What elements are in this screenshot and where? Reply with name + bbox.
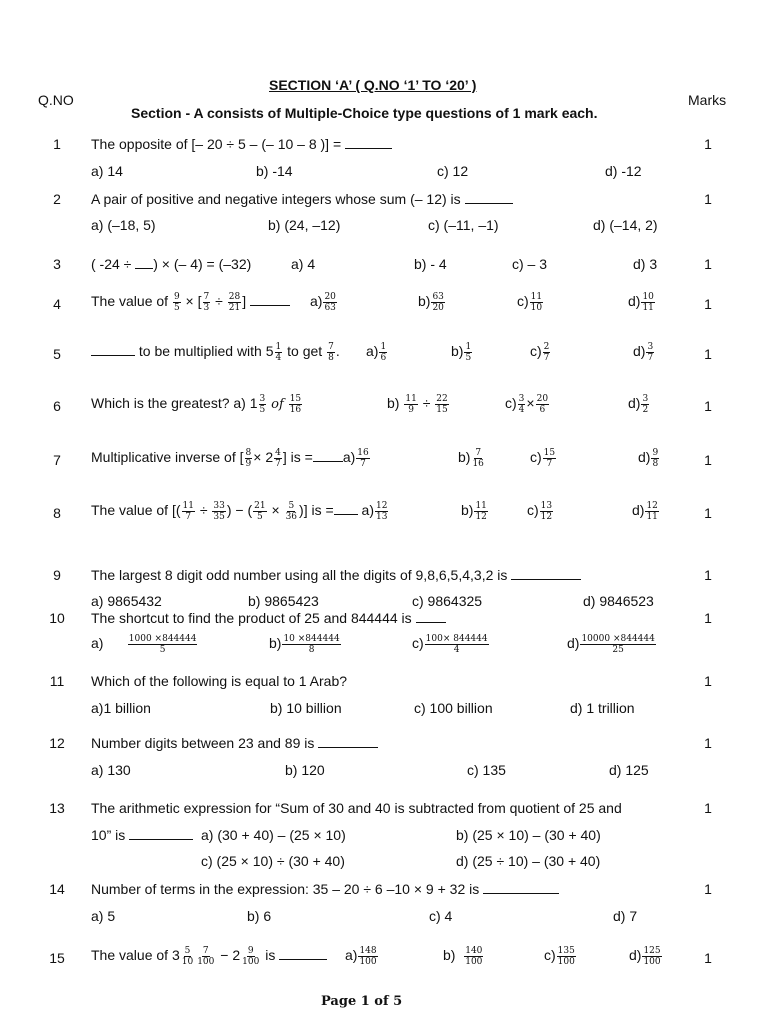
question-number: 7: [53, 452, 61, 468]
question-text: Which of the following is equal to 1 Arab?: [91, 673, 348, 689]
option-d: d) $\frac{3}{7}$: [633, 342, 654, 363]
question-text: The shortcut to find the product of 25 and 844444 is: [91, 610, 446, 626]
option-d: d) 3: [633, 256, 658, 272]
question-number: 6: [53, 398, 61, 414]
option-d: d) (–14, 2): [593, 217, 658, 233]
question-mark: 1: [704, 296, 712, 312]
option-c: c) $\frac{15}{7}$: [530, 448, 556, 469]
question-mark: 1: [704, 567, 712, 583]
fraction: $\frac{28}{21}$: [228, 292, 241, 313]
option-a: a) $\frac{1}{6}$: [366, 342, 387, 363]
section-subtitle: Section - A consists of Multiple-Choice type questions of 1 mark each.: [131, 105, 598, 121]
question-number: 14: [49, 881, 65, 897]
option-d: d) 7: [613, 908, 638, 924]
question-text: Number of terms in the expression: 35 – 20 ÷ 6 –10 × 9 + 32 is: [91, 881, 559, 897]
question-number: 2: [53, 191, 61, 207]
question-text: Multiplicative inverse of [ $\frac{8}{9}$ × 2 $\frac{4}{7}$ ] is = a) $\frac{16}{7}$: [91, 448, 369, 469]
question-number: 15: [49, 950, 65, 966]
question-mark: 1: [704, 191, 712, 207]
fraction: $\frac{9}{5}$: [173, 292, 180, 313]
option-a: a) $\frac{20}{63}$: [310, 292, 336, 313]
option-a: a)1 billion: [91, 700, 151, 716]
option-c: c) $\frac{2}{7}$: [530, 342, 550, 363]
option-c: c) 4: [429, 908, 453, 924]
option-b: b) 6: [247, 908, 272, 924]
option-d: d) (25 ÷ 10) – (30 + 40): [456, 853, 601, 869]
option-c: c) $\frac{135}{100}$: [544, 946, 575, 967]
question-number: 9: [53, 567, 61, 583]
option-b: b) 9865423: [248, 593, 319, 609]
option-c: c) $\frac{3}{4}$ × $\frac{20}{6}$: [505, 394, 549, 415]
option-a: a) 9865432: [91, 593, 162, 609]
option-a: a) 5: [91, 908, 116, 924]
question-text: A pair of positive and negative integers whose sum (– 12) is: [91, 191, 513, 207]
question-mark: 1: [704, 881, 712, 897]
option-c: c) $\frac{100\times 844444}{4}$: [412, 634, 488, 655]
question-number: 11: [49, 673, 65, 689]
option-b: b) $\frac{140}{100}$: [443, 946, 483, 967]
option-d: d) 125: [609, 762, 649, 778]
question-mark: 1: [704, 346, 712, 362]
option-b: b) (25 × 10) – (30 + 40): [456, 827, 601, 843]
question-number: 8: [53, 505, 61, 521]
question-number: 12: [49, 735, 65, 751]
question-text: Which is the greatest? a) 1 $\frac{3}{5}$ of $\frac{15}{16}$: [91, 394, 302, 415]
option-b: b) 10 billion: [270, 700, 342, 716]
option-b: b) (24, –12): [268, 217, 341, 233]
section-title: SECTION ‘A’ ( Q.NO ‘1’ TO ‘20’ ): [269, 77, 477, 93]
option-b: b) $\frac{63}{20}$: [418, 292, 444, 313]
question-text: The largest 8 digit odd number using all the digits of 9,8,6,5,4,3,2 is: [91, 567, 581, 583]
option-c: c) (25 × 10) ÷ (30 + 40): [201, 853, 345, 869]
option-a: a) 14: [91, 163, 123, 179]
option-a: a) (30 + 40) – (25 × 10): [201, 827, 346, 843]
question-text-line2: 10” is: [91, 827, 193, 843]
option-d: d) $\frac{125}{100}$: [629, 946, 661, 967]
option-a: a) $\frac{148}{100}$: [345, 946, 377, 967]
option-c: c) 135: [467, 762, 506, 778]
question-number: 1: [53, 136, 61, 152]
option-c: c) $\frac{13}{12}$: [527, 501, 553, 522]
question-number: 10: [49, 610, 65, 626]
question-text: Number digits between 23 and 89 is: [91, 735, 378, 751]
option-a: a) (–18, 5): [91, 217, 156, 233]
option-c: c) 12: [437, 163, 469, 179]
option-d: d) $\frac{9}{8}$: [638, 448, 659, 469]
option-c: c) 9864325: [412, 593, 483, 609]
page-number: Page 1 of 5: [321, 994, 403, 1009]
option-d: d) 9846523: [583, 593, 654, 609]
question-text: The value of 3 $\frac{5}{10}$ $\frac{7}{100}$ − 2 $\frac{9}{100}$ is: [91, 946, 327, 967]
option-c: c) (–11, –1): [428, 217, 499, 233]
option-a: a) 130: [91, 762, 131, 778]
question-mark: 1: [704, 610, 712, 626]
option-d: d) 1 trillion: [570, 700, 635, 716]
question-mark: 1: [704, 800, 712, 816]
question-text: to be multiplied with 5 $\frac{1}{4}$ to get $\frac{7}{8}$ .: [91, 342, 340, 363]
question-mark: 1: [704, 256, 712, 272]
option-b: b) -14: [256, 163, 293, 179]
question-mark: 1: [704, 505, 712, 521]
qno-column-label: Q.NO: [38, 92, 74, 108]
question-text: The arithmetic expression for “Sum of 30 and 40 is subtracted from quotient of 25 and: [91, 800, 622, 816]
question-text: The value of $\frac{9}{5}$ × [ $\frac{7}{3}$ ÷ $\frac{28}{21}$ ]: [91, 292, 290, 313]
question-text: The opposite of [– 20 ÷ 5 – (– 10 – 8 )] =: [91, 136, 392, 152]
question-number: 5: [53, 346, 61, 362]
question-mark: 1: [704, 735, 712, 751]
question-number: 13: [49, 800, 65, 816]
option-d: d) $\frac{10000 \times 844444}{25}$: [567, 634, 655, 655]
question-text: The value of [( $\frac{11}{7}$ ÷ $\frac{33}{35}$ ) − ( $\frac{21}{5}$ × $\frac{5}{36}$ )] is = a) $\frac{12}{13}$: [91, 501, 388, 522]
option-a: a) 4: [291, 256, 316, 272]
option-d: d) -12: [605, 163, 642, 179]
option-b: b) $\frac{7}{16}$: [458, 448, 484, 469]
option-b: b) $\frac{1}{5}$: [451, 342, 472, 363]
option-d: d) $\frac{10}{11}$: [628, 292, 654, 313]
option-d: d) $\frac{3}{2}$: [628, 394, 649, 415]
option-d: d) $\frac{12}{11}$: [632, 501, 658, 522]
option-b: b) - 4: [414, 256, 447, 272]
question-mark: 1: [704, 136, 712, 152]
option-b: b) $\frac{10 \times 844444}{8}$: [269, 634, 340, 655]
question-number: 4: [53, 296, 61, 312]
marks-column-label: Marks: [688, 92, 727, 108]
question-mark: 1: [704, 950, 712, 966]
option-c: c) – 3: [512, 256, 548, 272]
option-b: b) $\frac{11}{9}$ ÷ $\frac{22}{15}$: [387, 394, 448, 415]
question-mark: 1: [704, 452, 712, 468]
question-mark: 1: [704, 673, 712, 689]
fraction: $\frac{7}{3}$: [203, 292, 210, 313]
question-mark: 1: [704, 398, 712, 414]
option-b: b) $\frac{11}{12}$: [461, 501, 487, 522]
option-c: c) $\frac{11}{10}$: [517, 292, 543, 313]
question-text: ( -24 ÷ ) × (– 4) = (–32): [91, 256, 252, 272]
question-number: 3: [53, 256, 61, 272]
option-c: c) 100 billion: [414, 700, 493, 716]
option-a: a) $\frac{1000 \times 844444}{5}$: [91, 634, 197, 655]
option-b: b) 120: [285, 762, 325, 778]
